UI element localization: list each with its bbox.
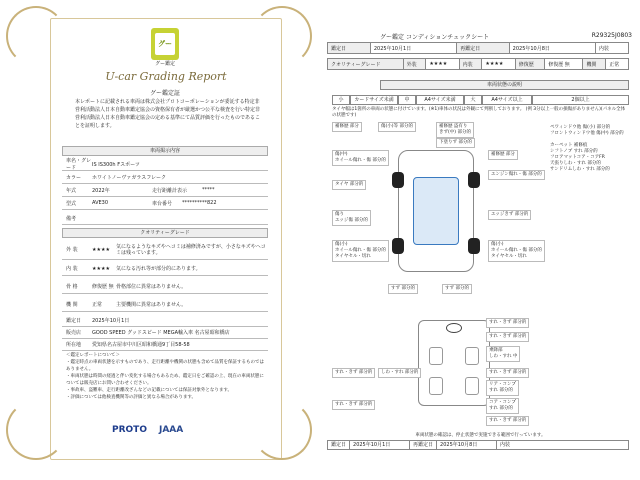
grade-row-exterior: 外 装 ★★★★ 気になるようなキズやヘコミは補修済みですが、小さなキズやヘコミは残っています。: [62, 240, 268, 260]
vehicle-row-year: 年式 2022年 走行距離計表示 *****: [62, 184, 268, 197]
interior-label: すれ・きず 部分的: [486, 332, 529, 342]
damage-label: 傷(小) ホイール傷れ・傷 部分的 タイヤセル・切れ: [332, 240, 389, 262]
vehicle-section-header: 車両掲示内容: [62, 146, 268, 156]
grade-row-frame: 骨 格 修復歴 無 骨格部位に異常はありません。: [62, 280, 268, 294]
sheet-header-table: 鑑定日 2025年10月1日 再鑑定日 2025年10月8日 内装: [327, 42, 629, 54]
damage-label: エンジン傷れ・傷 部分的: [488, 170, 545, 180]
vehicle-row-remarks: 備考: [62, 212, 268, 225]
interior-label: すれ・きず 部分的: [332, 400, 375, 410]
grade-row-interior: 内 装 ★★★★ 気になる汚れ等が部分的にあります。: [62, 262, 268, 276]
seat-icon: [465, 377, 479, 395]
badge-text: グー鑑定: [154, 61, 175, 67]
quality-section-header: クオリティーグレード: [62, 228, 268, 238]
sheet-title: グー鑑定 コンディションチェックシート: [380, 34, 490, 41]
sheet-footer-table: 鑑定日 2025年10月1日 再鑑定日 2025年10月8日 内装: [327, 440, 629, 450]
jaaa-logo: JAAA: [158, 425, 184, 435]
wheel-icon: [468, 172, 480, 188]
seat-icon: [465, 347, 479, 365]
steering-wheel-icon: [446, 323, 462, 333]
interior-label: すれ・きず 部分的: [486, 416, 529, 426]
damage-label: 傷(小)等 部分的: [378, 122, 416, 132]
ornament-bottom-right: [252, 400, 312, 460]
damage-label: 補修歴 部分: [332, 122, 362, 132]
ornament-bottom-left: [6, 400, 66, 460]
goo-badge-icon: グー: [151, 28, 179, 60]
interior-label: すれ・きず 部分的: [332, 368, 375, 378]
interior-label: すれ・きず 部分的: [486, 368, 529, 378]
grading-report: [0, 0, 318, 480]
damage-label: 傷(小) ホイール傷れ・傷 部分的 タイヤセル・切れ: [488, 240, 545, 262]
diagram-section-title: 車両状態の説明: [380, 80, 629, 90]
car-exterior-diagram: [398, 150, 474, 272]
damage-legend-note: タイヤ幅は1箇所の車両の状態に付けています。(※1)車体の状況は外観にて判断しております。 (例 3分以上一般の損傷がありません)(パネル全体の状態です): [332, 107, 626, 118]
grade-row-engine: 機 関 正常 主要機関に異常はありません。: [62, 298, 268, 312]
car-cabin: [413, 177, 459, 245]
report-notes: ＜鑑定レポートについて＞ ・鑑定時点の車両状態を示すものであり、走行距離や機関の状態も含めて品質を保証するものではありません。 ・車両状態は時間の経過と伴い変化する場合もあるため、鑑定日をご確認の上、現在の車両状態については販売店にお問い合わせください。 ・事故車、盗難車、走行距離改ざんなどの記載については保証対象外となります。 ・評価については他検査機関等の評価と異なる場合があります。: [66, 353, 264, 400]
interior-label: すれ・きず 部分的: [486, 318, 529, 328]
seat-icon: [429, 377, 443, 395]
appraisal-date-row: 鑑定日 2025年10月1日: [62, 314, 268, 327]
interior-label: しわ・すれ 部分的: [378, 368, 421, 378]
report-script-title: U-car Grading Report: [105, 70, 227, 83]
interior-label: 乗降部 しわ・すれ 中: [486, 346, 520, 362]
damage-label: 傷(中) ホイール傷れ・傷 部分的: [332, 150, 389, 166]
damage-label: タイヤ 部分的: [332, 180, 366, 190]
condition-check-sheet: [318, 0, 640, 480]
vehicle-row-name: 車名・グレード IS IS300h Fスポーツ: [62, 158, 268, 171]
interior-label: リア・コンプ すれ 部分的: [486, 380, 519, 396]
vehicle-row-model: 型式 AVE30 車台番号 **********822: [62, 197, 268, 210]
damage-label: すず 部分的: [388, 284, 418, 294]
ornament-top-left: [6, 6, 66, 66]
proto-logo: PROTO: [112, 425, 147, 435]
dealer-row: 販売店 GOOD SPEED グッドスピード MEGA輸入車 名古屋昭和橋店: [62, 326, 268, 339]
window-notes: ペワィンドウ他 傷(小) 部分的 フロントウィンドウ他 傷(中) 部分的 カーペット 補修痕 シフトノブ すれ 部分的 フロアマットコア・コアFR 天張りしわ・すれ 部分的 サンドリムしわ・すれ 部分的: [550, 125, 632, 173]
damage-label: 傷り エッジ傷 部分的: [332, 210, 371, 226]
vehicle-row-color: カラー ホワイトノーヴァガラスフレーク: [62, 171, 268, 184]
damage-label: すず 部分的: [442, 284, 472, 294]
damage-size-legend: 小 カードサイズ未満 中 A4サイズ未満 大 A4サイズ以上 2個以上: [332, 95, 629, 105]
interior-label: コア・コンプ すれ 部分的: [486, 398, 519, 414]
report-intro: 本レポートに記載される車両は株式会社プロトコーポレーションが委託する特定非営利活動法人日本自動車鑑定協会の資格保有者が厳選かつ公平な検査を行い特定非営利活動法人日本自動車鑑定協会の定める基準にて品質評価を行ったものであることを証明します。: [75, 99, 261, 129]
wheel-icon: [392, 172, 404, 188]
sheet-footer-note: 車両状態の確認は、停止状態で実施できる範囲で行っています。: [415, 433, 546, 438]
ornament-top-right: [252, 6, 312, 66]
quality-grade-table: クオリティーグレード 外装 ★★★★ 内装 ★★★★ 修復歴 修復歴 無 機関 正常: [327, 58, 629, 70]
damage-label: 補修歴 部分: [488, 150, 518, 160]
wheel-icon: [468, 238, 480, 254]
wheel-icon: [392, 238, 404, 254]
damage-label: 補修歴 盗有り きず(中) 部分的: [436, 122, 474, 138]
address-row: 所在地 愛知県名古屋市中川区昭和橋通9丁目58-58: [62, 338, 268, 351]
damage-label: 下塗りず 部分的: [436, 138, 475, 148]
report-subtitle: グー鑑定証: [149, 90, 180, 97]
footer-logos: [112, 425, 183, 435]
seat-icon: [429, 347, 443, 365]
sheet-code: R29325J0803: [591, 32, 632, 39]
damage-label: エッジきず 部分的: [488, 210, 531, 220]
